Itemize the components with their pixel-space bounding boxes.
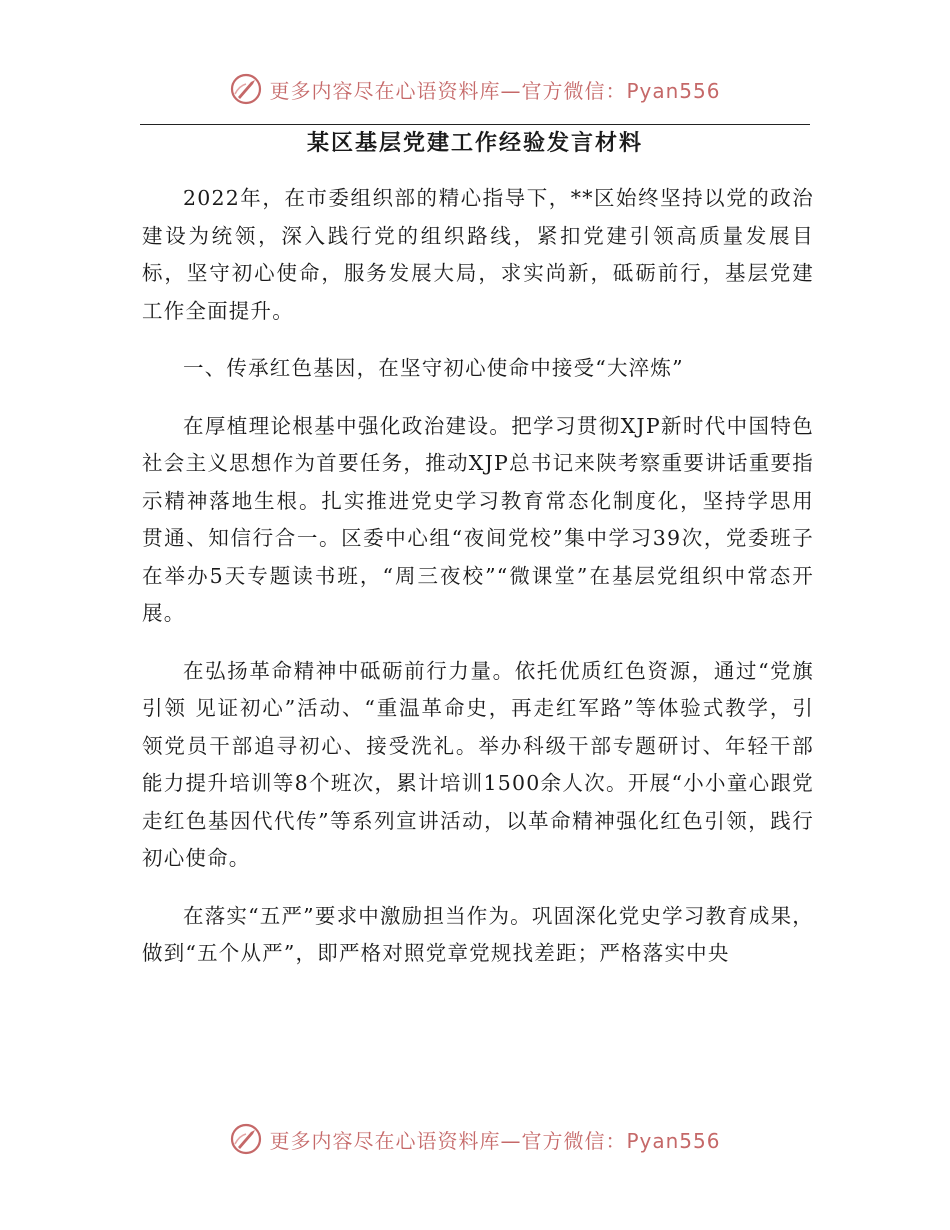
document-body (142, 180, 814, 993)
title-divider (140, 124, 810, 125)
document-title: 某区基层党建工作经验发言材料 (306, 131, 643, 156)
quill-pen-logo-icon (229, 72, 263, 106)
quill-pen-logo-icon (229, 1122, 263, 1156)
banner-text: 更多内容尽在心语资料库—官方微信：Pyan556 (269, 1128, 721, 1153)
paragraph-intro: 2022年，在市委组织部的精心指导下，**区始终坚持以党的政治建设为统领，深入践行党的组织路线，紧扣党建引领高质量发展目标，坚守初心使命，服务发展大局，求实尚新，砥砺前行，基层党建工作全面提升。 (142, 186, 814, 323)
banner-text: 更多内容尽在心语资料库—官方微信：Pyan556 (269, 78, 721, 103)
paragraph-theory: 在厚植理论根基中强化政治建设。把学习贯彻XJP新时代中国特色社会主义思想作为首要任务，推动XJP总书记来陕考察重要讲话重要指示精神落地生根。扎实推进党史学习教育常态化制度化，坚持学思用贯通、知信行合一。区委中心组“夜间党校”集中学习39次，党委班子在举办5天专题读书班，“周三夜校”“微课堂”在基层党组织中常态开展。 (142, 413, 814, 625)
header-banner (0, 69, 950, 109)
paragraph-revolution: 在弘扬革命精神中砥砺前行力量。依托优质红色资源，通过“党旗引领 见证初心”活动、“重温革命史，再走红军路”等体验式教学，引领党员干部追寻初心、接受洗礼。举办科级干部专题研讨、年轻干部能力提升培训等8个班次，累计培训1500余人次。开展“小小童心跟党走红色基因代代传”等系列宣讲活动，以革命精神强化红色引领，践行初心使命。 (142, 658, 814, 870)
footer-banner (0, 1119, 950, 1159)
paragraph-five-strict: 在落实“五严”要求中激励担当作为。巩固深化党史学习教育成果，做到“五个从严”，即严格对照党章党规找差距；严格落实中央 (142, 903, 814, 965)
section-heading-1: 一、传承红色基因，在坚守初心使命中接受“大淬炼” (183, 356, 684, 380)
